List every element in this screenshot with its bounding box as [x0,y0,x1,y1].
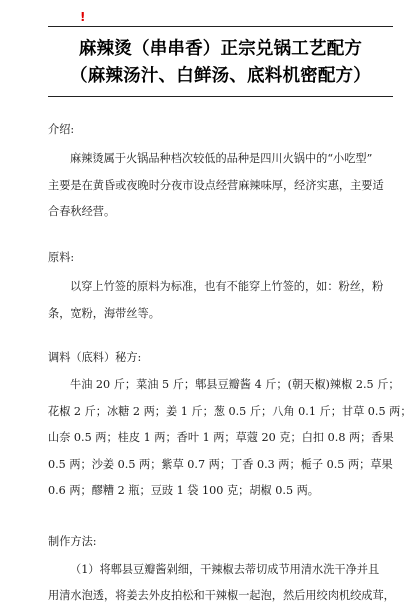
intro-heading: 介绍: [48,123,75,136]
ingredients-line-1 [48,275,396,299]
document-title-line-1: 麻辣烫（串串香）正宗兑锅工艺配方 [78,39,363,59]
ingredients-text-1: 以穿上竹签的原料为标准，也有不能穿上竹签的，如：粉丝，粉 [70,280,384,293]
seasoning-line-5: 0.6 两；醪糟 2 瓶；豆豉 1 袋 100 克；胡椒 0.5 两。 [48,484,319,497]
title-bottom-rule [48,96,393,97]
intro-line-1 [48,147,396,171]
seasoning-line-1 [48,373,400,397]
intro-line-3: 合春秋经营。 [48,205,116,218]
title-top-rule [48,26,393,27]
ingredients-heading: 原料: [48,251,75,264]
seasoning-line-2: 花椒 2 斤；冰糖 2 两；姜 1 斤；葱 0.5 斤；八角 0.1 斤；甘草 0.5 两； [48,405,412,418]
method-text-1: （1）将郫县豆瓣酱剁细，干辣椒去蒂切成节用清水洗干净并且 [70,563,380,576]
method-line-1 [48,558,396,582]
ingredients-line-2: 条，宽粉，海带丝等。 [48,307,160,320]
seasoning-line-4: 0.5 两；沙姜 0.5 两；紫草 0.7 两；丁香 0.3 两；栀子 0.5 两；草果 [48,458,393,471]
red-exclamation-mark: ! [80,10,86,24]
method-line-2: 用清水泡透，将姜去外皮拍松和干辣椒一起泡，然后用绞肉机绞成茸， [48,589,395,602]
document-title-line-2: （麻辣汤汁、白鲜汤、底料机密配方） [70,66,371,86]
intro-line-2: 主要是在黄昏或夜晚时分夜市设点经营麻辣味厚，经济实惠，主要适 [48,179,384,192]
intro-text-1: 麻辣烫属于火锅品种档次较低的品种是四川火锅中的“小吃型” [70,152,373,165]
method-heading: 制作方法: [48,535,97,548]
seasoning-text-1: 牛油 20 斤；菜油 5 斤；郫县豆瓣酱 4 斤；(朝天椒)辣椒 2.5 斤； [70,378,400,391]
seasoning-line-3: 山奈 0.5 两；桂皮 1 两；香叶 1 两；草蔻 20 克；白扣 0.8 两；香果 [48,431,394,444]
seasoning-heading: 调料（底料）秘方: [48,351,142,364]
